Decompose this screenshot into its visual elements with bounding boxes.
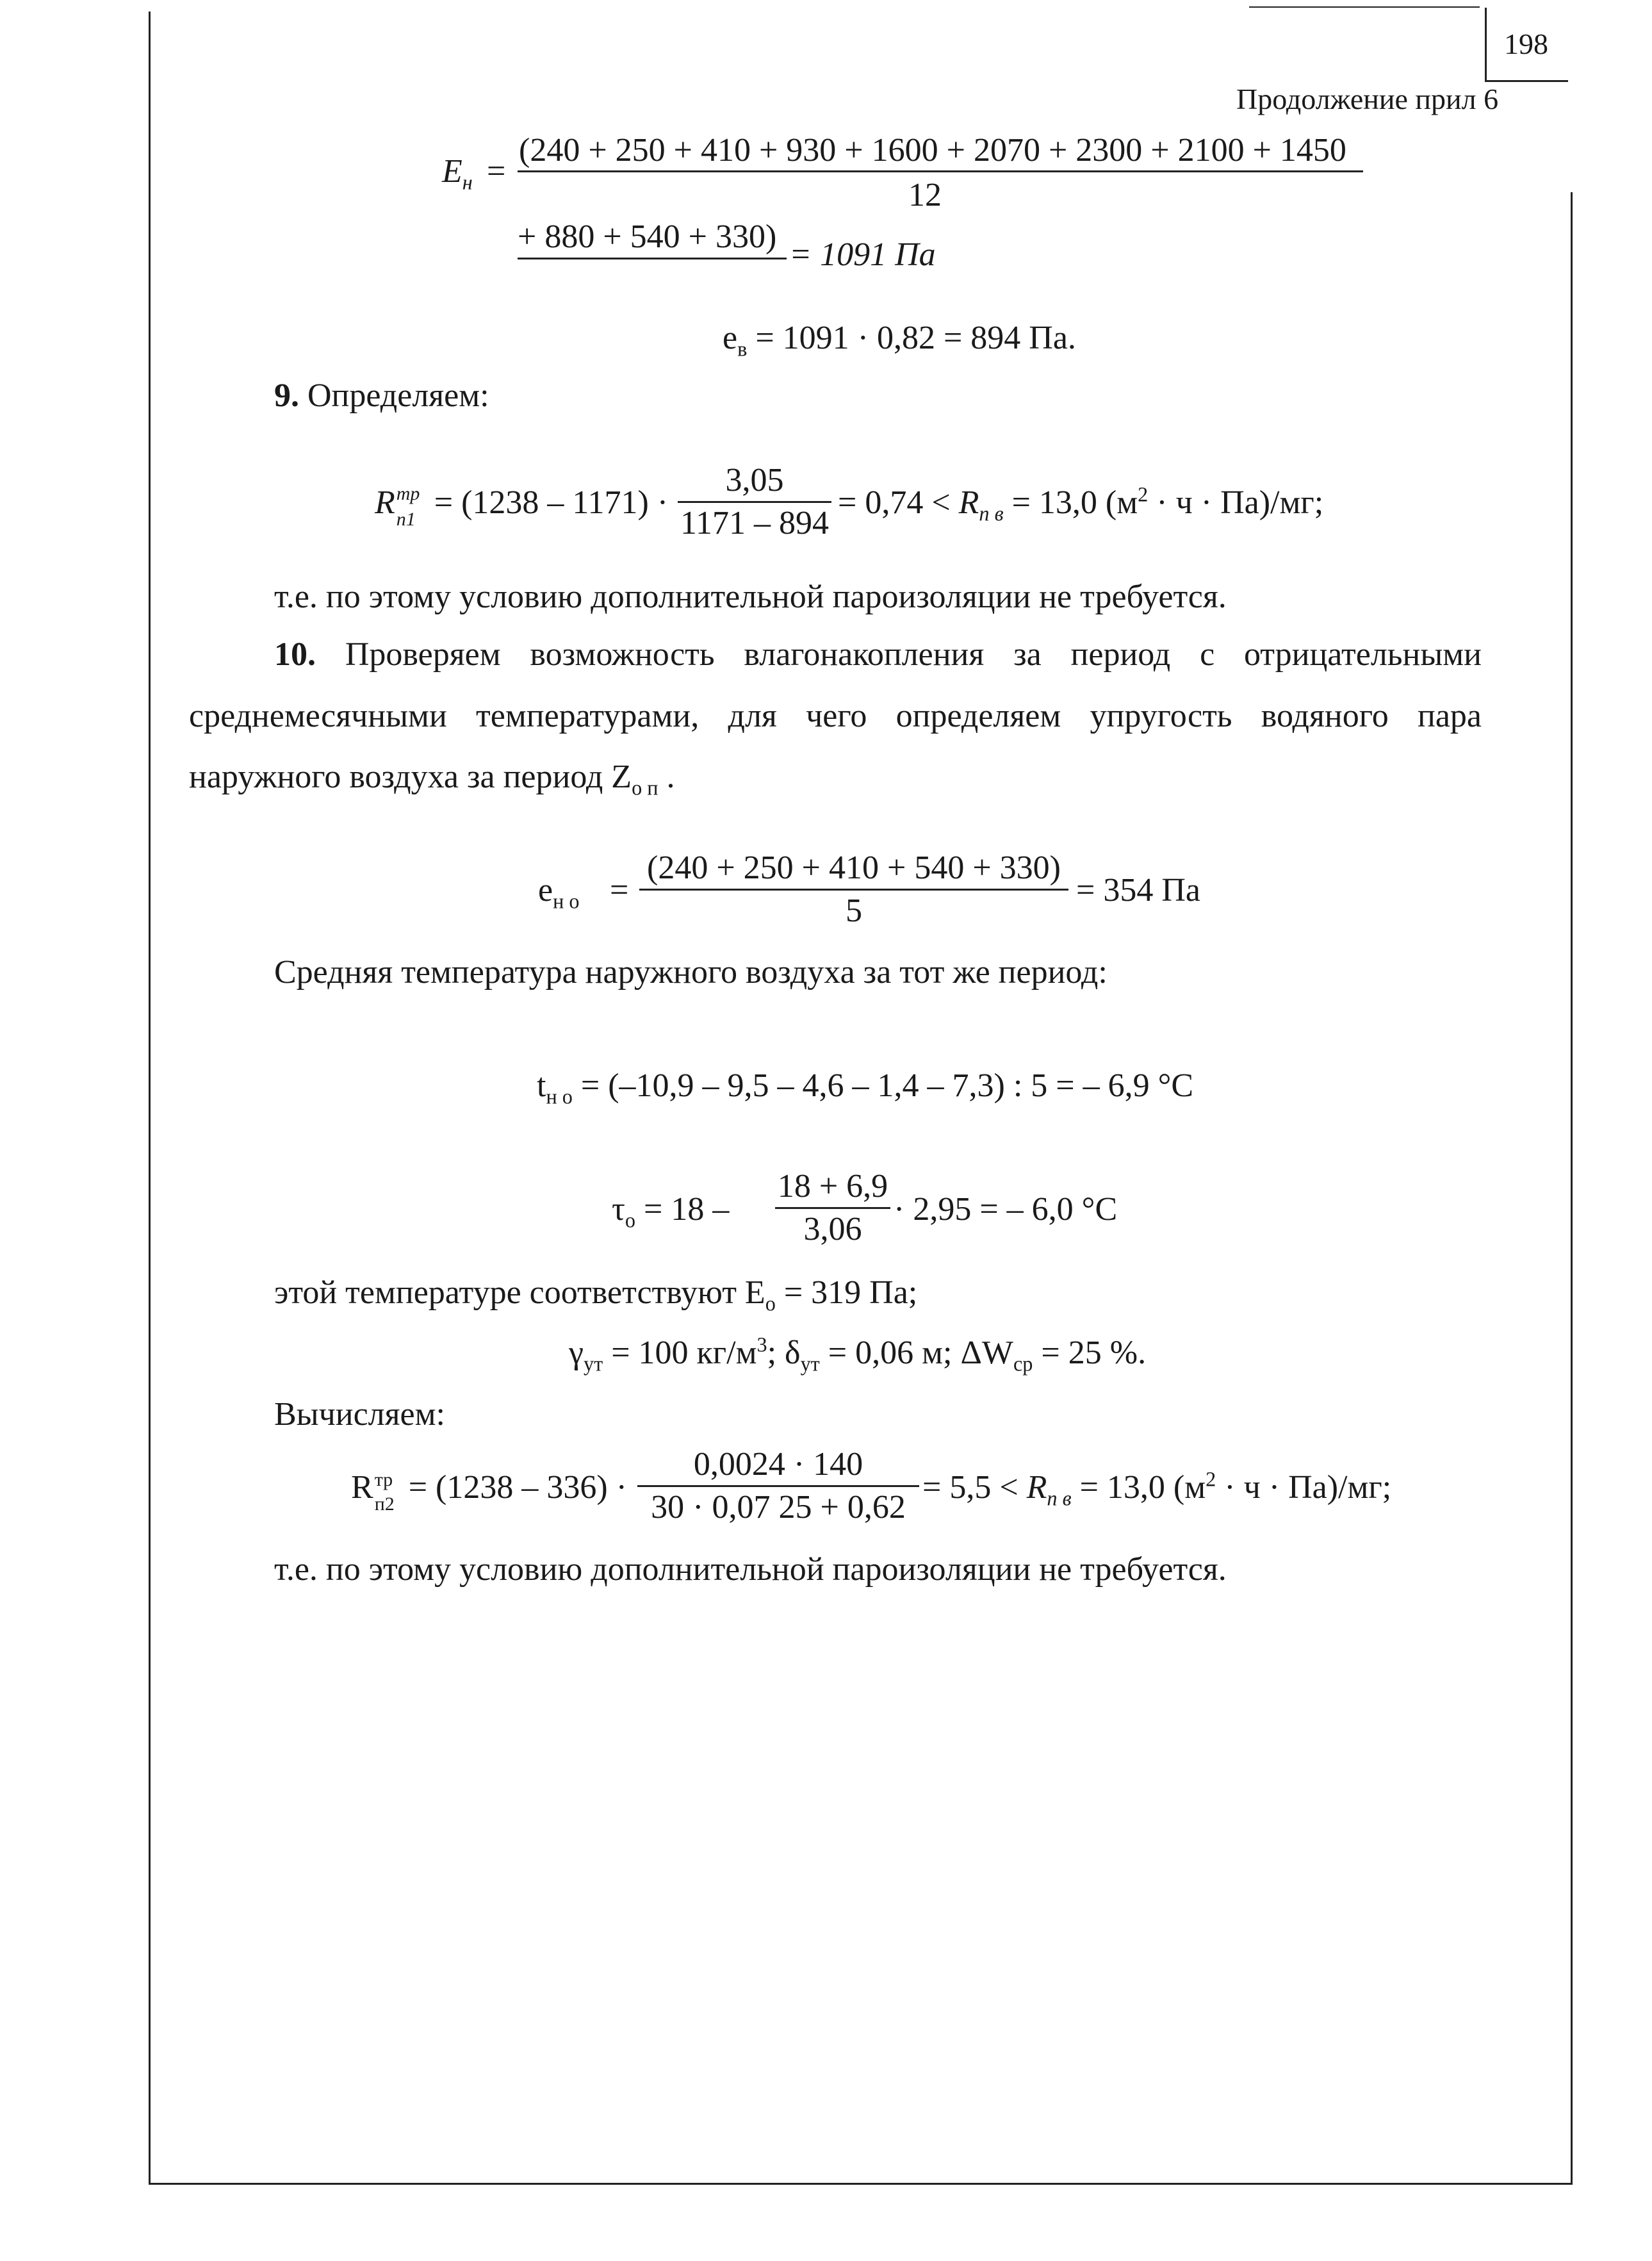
step10-line1: 10. Проверяем возможность влагонакопления за период с отрицательными	[274, 636, 1482, 673]
formula-rn1: R тр n1 = (1238 – 1171) ·	[375, 483, 669, 530]
formula-en-numerator-cont: + 880 + 540 + 330)	[518, 218, 777, 255]
frame-left-border	[149, 12, 151, 2185]
step9-heading: 9. Определяем:	[274, 377, 489, 414]
formula-rn2-fraction: 0,0024 · 140 30 · 0,07 25 + 0,62	[637, 1445, 919, 1527]
formula-tau-fraction: 18 + 6,9 3,06	[775, 1167, 890, 1249]
formula-en-result: = 1091 Па	[789, 236, 936, 273]
formula-en-fraction-bar	[518, 170, 1363, 172]
formula-en-numerator: (240 + 250 + 410 + 930 + 1600 + 2070 + 2300 + 2100 + 1450	[519, 132, 1346, 169]
formula-eno-eq: =	[610, 872, 629, 909]
formula-en-fraction-bar-2	[518, 258, 787, 259]
step10-line2: среднемесячными температурами, для чего определяем упругость водяного пара	[189, 698, 1482, 734]
step10-line3: наружного воздуха за период $Z_{о п}$ .	[189, 759, 675, 800]
page-number: 198	[1504, 28, 1548, 60]
formula-en-denominator: 12	[908, 177, 942, 213]
formula-eno-result: = 354 Па	[1076, 872, 1200, 909]
frame-right-border	[1571, 192, 1573, 2185]
conclusion-1: т.е. по этому условию дополнительной пароизоляции не требуется.	[274, 579, 1227, 615]
frame-top-border	[1249, 6, 1480, 8]
formula-rn2-rhs: = $5,5 < R_{п в} = 13,0$ $(м^2 \cdot ч \cdot Па)/мг$;	[922, 1467, 1392, 1510]
avg-temp-text: Средняя температура наружного воздуха за тот же период:	[274, 954, 1108, 991]
formula-rn1-fraction: 3,05 1171 – 894	[678, 461, 831, 543]
page-number-box-left	[1485, 8, 1487, 81]
formula-rn1-rhs: = $0,74 < R_{п в} = 13,0$ $(м^2 \cdot ч \cdot Па)/мг$;	[838, 482, 1324, 525]
formula-eno-lhs: $e_{н о}$	[538, 872, 580, 913]
formula-tau-rhs: · 2,95 = – 6,0 °С	[894, 1191, 1118, 1228]
calc-label: Вычисляем:	[274, 1396, 445, 1433]
temp-corresponds: этой температуре соответствуют $E_о = 319$ Па;	[274, 1274, 918, 1315]
formula-rn2-lhs: R тр п2 = (1238 – 336) ·	[351, 1469, 627, 1515]
formula-tau-lhs: $\tau_о = 18$ –	[612, 1191, 730, 1232]
frame-bottom-border	[149, 2183, 1573, 2185]
formula-tno: $t_{н о} = (-10,9 - 9,5 - 4,6 - 1,4 - 7,3)$ : 5 = – 6,9 °С	[537, 1067, 1194, 1108]
formula-en-eq: =	[487, 153, 506, 190]
formula-en-lhs: $E_н$	[442, 153, 473, 194]
formula-eno-fraction: (240 + 250 + 410 + 540 + 330) 5	[639, 849, 1068, 930]
formula-ev: $e_в = 1091 \cdot 0,82 = 894$ Па.	[723, 320, 1076, 361]
conclusion-2: т.е. по этому условию дополнительной пароизоляции не требуется.	[274, 1551, 1227, 1588]
running-header: Продолжение прил 6	[1236, 83, 1499, 115]
params-line: $\gamma_{ут} = 100$ $кг/м^3$; $\delta_{ут} = 0,06$ м; $\Delta W_{ср} = 25$ %.	[569, 1333, 1147, 1376]
